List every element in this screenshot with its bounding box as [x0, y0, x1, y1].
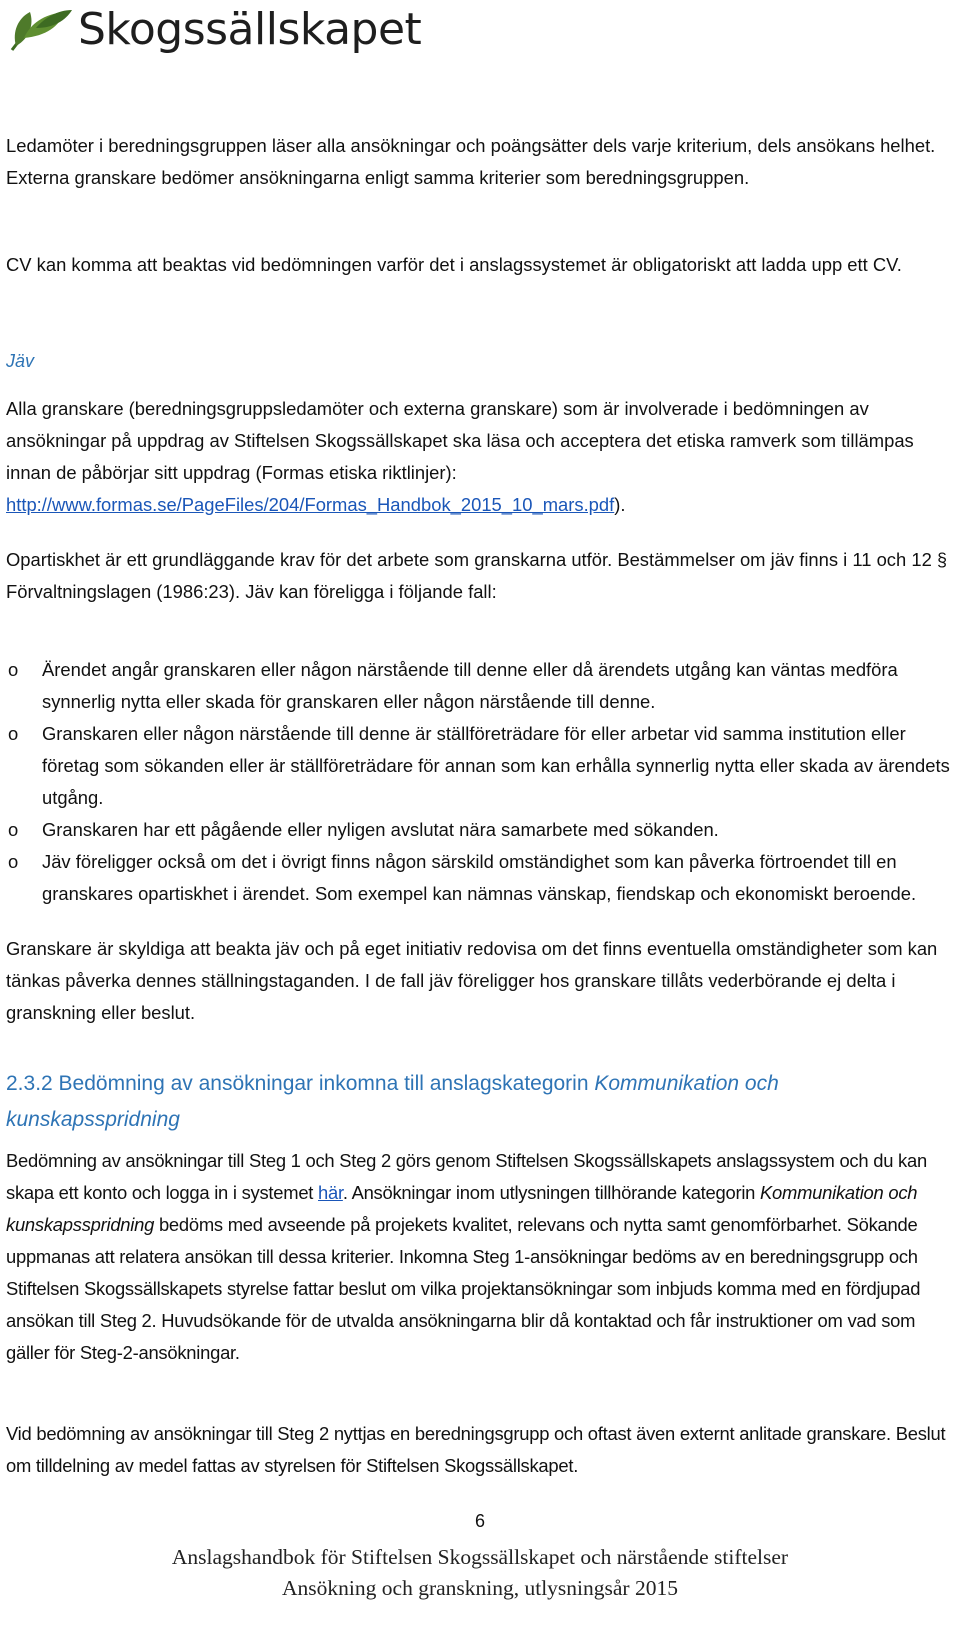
bullet-marker: o [8, 819, 19, 840]
paragraph-skyldiga: Granskare är skyldiga att beakta jäv och på eget initiativ redovisa om det finns eventuella omständigheter som kan tänkas påverka dennes ställningstaganden. I de fall jäv föreligger hos granskare tillåts vederbörande ej delta i granskning eller beslut. [6, 938, 938, 1023]
section-heading-jav: Jäv [6, 351, 35, 371]
paragraph-cv: CV kan komma att beaktas vid bedömningen varför det i anslagssystemet är obligatoriskt att ladda upp ett CV. [6, 254, 902, 275]
list-item-text: Ärendet angår granskaren eller någon närstående till denne eller då ärendets utgång kan väntas medföra synnerlig nytta eller skada för granskaren eller någon närstående till denne. [42, 659, 898, 712]
page-number: 6 [474, 1511, 485, 1531]
paragraph-bedomning [6, 1145, 954, 1369]
leaf-icon [8, 6, 76, 54]
bedomning-italic: Kommunikation och kunskapsspridning [6, 1182, 918, 1235]
footer-line-1: Anslagshandbok för Stiftelsen Skogssällskapet och närstående stiftelser [171, 1545, 789, 1569]
paragraph-alla-granskare [6, 393, 954, 521]
heading-prefix: 2.3.2 Bedömning av ansökningar inkomna till anslagskategorin [6, 1072, 595, 1095]
paragraph-alla-after: ). [614, 494, 626, 515]
bedomning-part3: bedöms med avseende på projekets kvalitet, relevans och nytta samt genomförbarhet. Sökande uppmanas att relatera ansökan till dessa kriterier. Inkomna Steg 1-ansökningar bedöms av en beredningsgrupp och Stiftelsen Skogssällskapets styrelse fattar beslut om vilka projektansökningar som inbjuds komma med en fördjupad ansökan till Steg 2. Huvudsökande för de utvalda ansökningarna blir då kontaktad och får instruktioner om vad som gäller för Steg-2-ansökningar. [6, 1214, 921, 1363]
page-footer [0, 1542, 960, 1604]
list-item [6, 814, 954, 846]
footer-line-2: Ansökning och granskning, utlysningsår 2015 [282, 1576, 678, 1600]
paragraph-beredning: Ledamöter i beredningsgruppen läser alla ansökningar och poängsätter dels varje kriterium, dels ansökans helhet. Externa granskare bedömer ansökningarna enligt samma kriterier som beredningsgruppen. [6, 135, 936, 188]
bedomning-part1: Bedömning av ansökningar till Steg 1 och Steg 2 görs genom Stiftelsen Skogssällskapets anslagssystem och du kan skapa ett konto och logga in i systemet [6, 1150, 927, 1203]
paragraph-opartiskhet [6, 544, 954, 608]
section-heading-2-3-2 [6, 1066, 866, 1138]
bullet-marker: o [8, 659, 19, 680]
list-item [6, 654, 954, 718]
login-here-link[interactable]: här [318, 1182, 343, 1203]
paragraph-steg2: Vid bedömning av ansökningar till Steg 2 nyttjas en beredningsgrupp och oftast även externt anlitade granskare. Beslut om tilldelning av medel fattas av styrelsen för Stiftelsen Skogssällskapet. [6, 1423, 946, 1476]
opartiskhet-before: Opartiskhet är ett grundläggande krav för det arbete som granskarna utför. Bestämmelser om jäv finns i 11 och 12 [6, 549, 932, 570]
list-item-text: Jäv föreligger också om det i övrigt finns någon särskild omständighet som kan påverka förtroendet till en granskares opartiskhet i ärendet. Som exempel kan nämnas vänskap, fiendskap och ekonomiskt beroende. [42, 851, 917, 904]
list-item-text: Granskaren eller någon närstående till denne är ställföreträdare för eller arbetar vid samma institution eller företag som sökanden eller är ställföreträdare för annan som kan erhålla synnerlig nytta eller skada av ärendets utgång. [42, 723, 950, 808]
jav-cases-list [6, 654, 954, 910]
heading-italic: Kommunikation och kunskapsspridning [6, 1072, 779, 1131]
bullet-marker: o [8, 723, 19, 744]
bedomning-part2: . Ansökningar inom utlysningen tillhörande kategorin [342, 1182, 761, 1203]
paragraph-alla-text: Alla granskare (beredningsgruppsledamöter och externa granskare) som är involverade i bedömningen av ansökningar på uppdrag av Stiftelsen Skogssällskapet ska läsa och acceptera det etiska ramverk som tillämpas innan de påbörjar sitt uppdrag (Formas etiska riktlinjer): [6, 398, 914, 483]
bullet-marker: o [8, 851, 19, 872]
list-item [6, 846, 954, 910]
list-item [6, 718, 954, 814]
section-symbol: § [936, 550, 947, 570]
logo [8, 2, 421, 58]
opartiskhet-after: Förvaltningslagen (1986:23). Jäv kan föreligga i följande fall: [6, 581, 497, 602]
list-item-text: Granskaren har ett pågående eller nyligen avslutat nära samarbete med sökanden. [42, 819, 719, 840]
logo-text: Skogssällskapet [78, 4, 422, 55]
formas-handbook-link[interactable]: http://www.formas.se/PageFiles/204/Formas_Handbok_2015_10_mars.pdf [6, 494, 615, 515]
